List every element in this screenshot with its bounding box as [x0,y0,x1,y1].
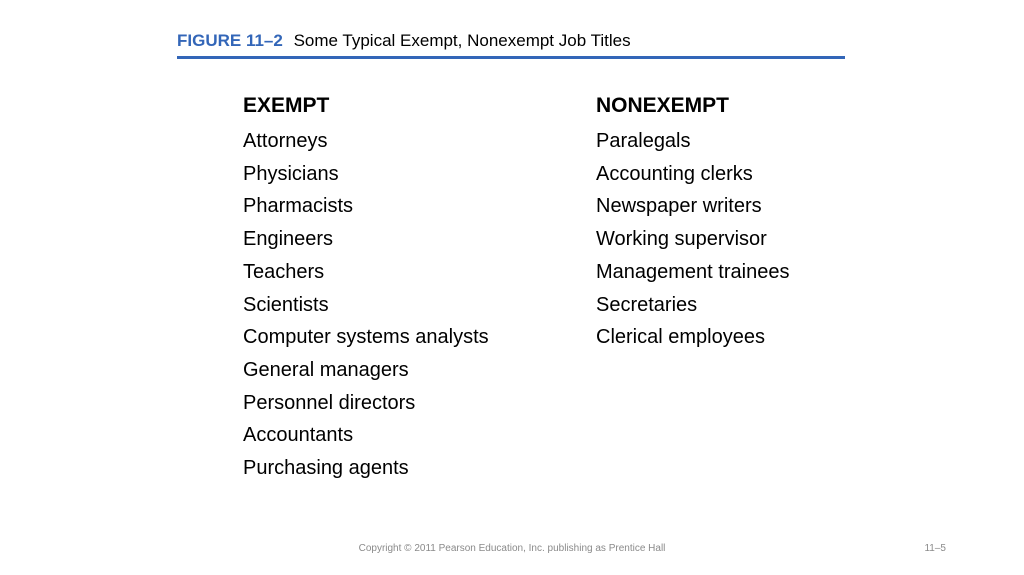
figure-label: FIGURE 11–2 [177,31,283,50]
list-item: Clerical employees [596,326,765,349]
copyright-footer: Copyright © 2011 Pearson Education, Inc. publishing as Prentice Hall [358,543,666,554]
figure-header [177,31,845,51]
exempt-heading: EXEMPT [243,94,330,117]
list-item: Pharmacists [243,195,354,218]
list-item: Accounting clerks [596,162,753,185]
list-item: Working supervisor [596,228,767,251]
list-item: Newspaper writers [596,195,762,218]
list-item: Engineers [243,228,334,251]
list-item: Attorneys [243,130,328,152]
page-number: 11–5 [924,543,946,554]
list-item: Physicians [243,162,339,185]
list-item: Management trainees [596,260,790,283]
exempt-column [243,92,489,485]
exempt-list [243,125,489,485]
list-item: Purchasing agents [243,457,409,480]
nonexempt-heading: NONEXEMPT [596,94,730,117]
list-item: Paralegals [596,130,691,152]
list-item: Computer systems analysts [243,326,489,349]
nonexempt-column [596,92,789,354]
list-item: Scientists [243,293,329,316]
nonexempt-list [596,125,789,354]
list-item: Personnel directors [243,391,416,414]
figure-title: Some Typical Exempt, Nonexempt Job Titles [293,31,631,50]
list-item: Accountants [243,424,354,447]
figure-title-rule [177,56,845,59]
list-item: Secretaries [596,293,698,316]
list-item: Teachers [243,260,325,283]
list-item: General managers [243,358,409,381]
